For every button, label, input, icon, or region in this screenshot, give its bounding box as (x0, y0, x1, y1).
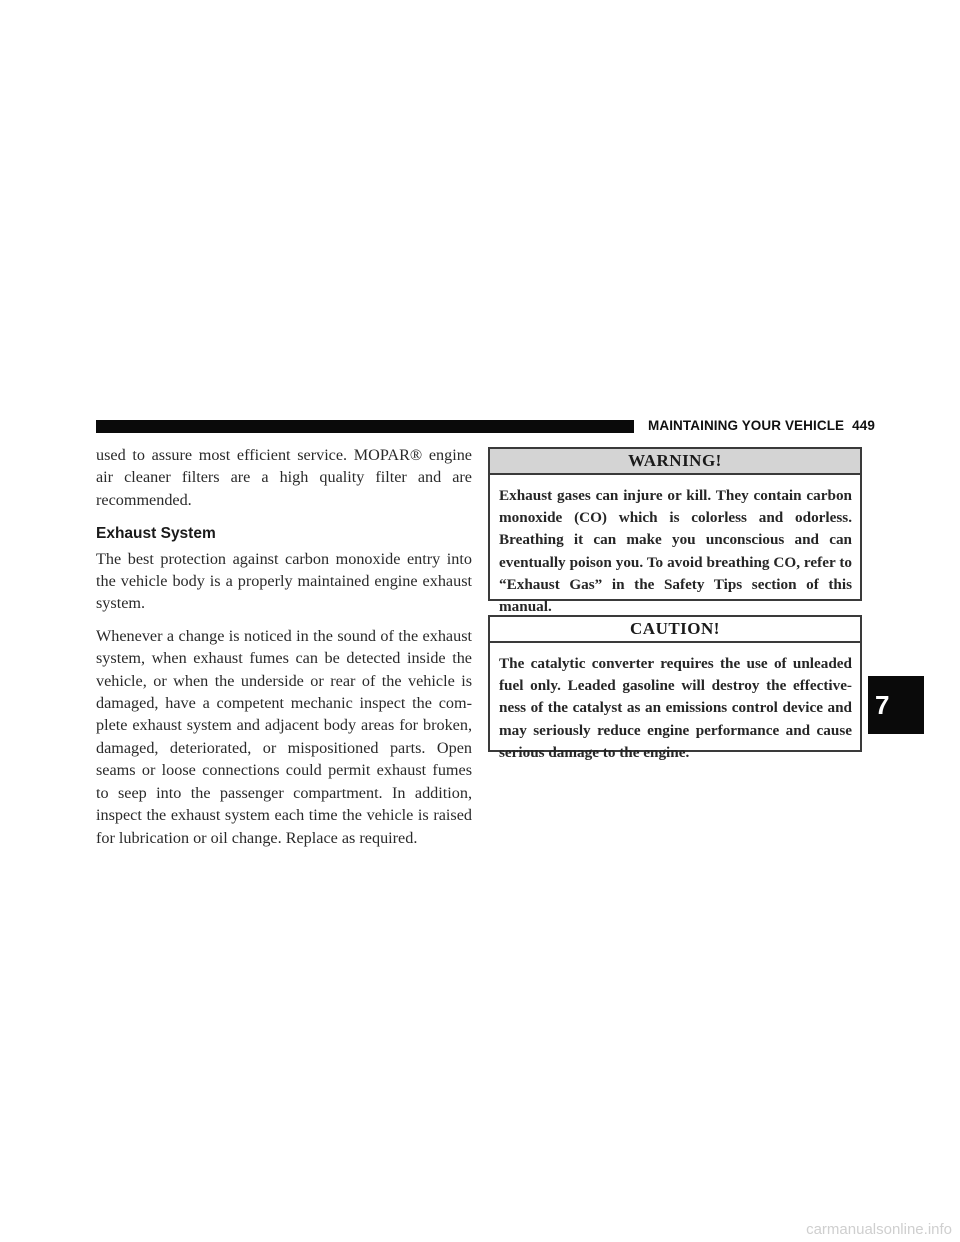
section-heading: Exhaust System (96, 525, 216, 543)
warning-title: WARNING! (490, 449, 860, 475)
section-title: MAINTAINING YOUR VEHICLE (648, 418, 845, 433)
watermark: carmanualsonline.info (806, 1221, 952, 1238)
exhaust-paragraph-2: Whenever a change is noticed in the sound of the exhaust system, when exhaust fumes can be detected inside the vehicle, or when the underside or rear of the vehicle is damaged, have a competent mechanic inspect the com-plete exhaust system and adjacent body areas for broken, damaged, deteriorated, or mispositioned parts. Open seams or loose connections could permit exhaust fumes to seep into the passenger compartment. In addition, inspect the exhaust system each time the vehicle is raised for lubrication or oil change. Replace as required. (96, 626, 472, 847)
warning-box (488, 447, 862, 616)
chapter-number: 7 (875, 689, 890, 720)
warning-body: Exhaust gases can injure or kill. They contain carbon monoxide (CO) which is colorless and odorless. Breathing it can make you unconscious and can eventually poison you. To avoid breathing CO, refer to “Exhaust Gas” in the Safety Tips section of this manual. (499, 487, 852, 616)
chapter-tab (868, 676, 924, 734)
caution-title: CAUTION! (490, 617, 860, 643)
exhaust-paragraph-1: The best protection against carbon monoxide entry into the vehicle body is a properly maintained engine exhaust system. (96, 549, 472, 613)
left-column (96, 444, 472, 859)
header-bar (96, 420, 634, 433)
caution-box (488, 615, 862, 761)
intro-paragraph: used to assure most efficient service. MOPAR® engine air cleaner filters are a high quality filter and are recommended. (96, 446, 472, 509)
running-header (648, 418, 875, 433)
caution-body: The catalytic converter requires the use of unleaded fuel only. Leaded gasoline will destroy the effective-ness of the catalyst as an emissions control device and may seriously reduce engine performance and cause serious damage to the engine. (499, 655, 852, 761)
page-number: 449 (852, 418, 875, 433)
